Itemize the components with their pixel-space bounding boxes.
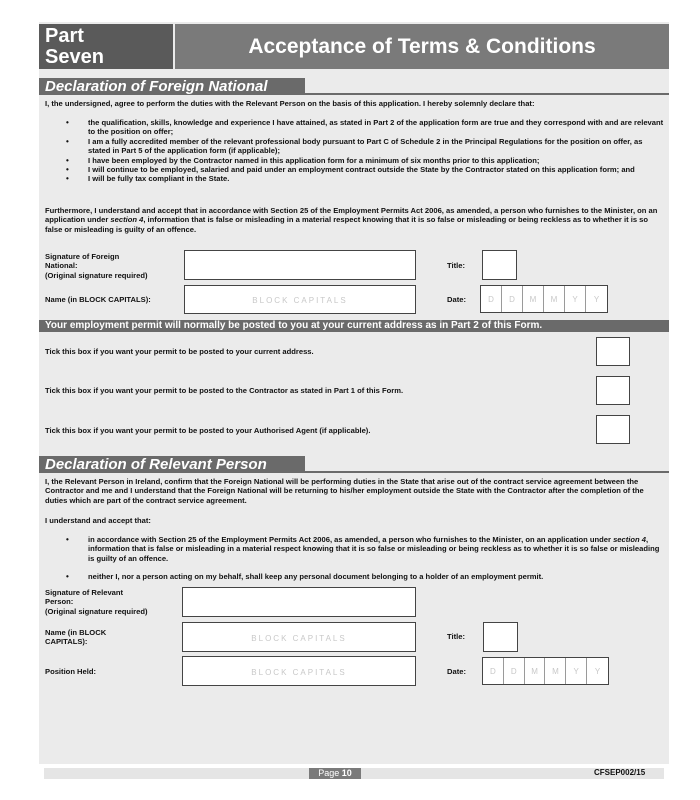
relevant-name-field[interactable] (182, 622, 416, 652)
relevant-title-field[interactable] (483, 622, 518, 652)
part-line-2: Seven (45, 46, 104, 68)
relevant-date-label: Date: (447, 667, 466, 676)
foreign-intro: I, the undersigned, agree to perform the duties with the Relevant Person on the basis of this application. I hereby solemnly declare that: (45, 99, 535, 108)
posting-option-contractor: Tick this box if you want your permit to be posted to the Contractor as stated in Part 1 of this Form. (45, 386, 404, 395)
name-placeholder: BLOCK CAPITALS (251, 634, 347, 643)
foreign-name-field[interactable] (184, 285, 416, 314)
list-item: • the qualification, skills, knowledge and experience I have attained, as stated in Part 2 of the application form are true and they correspond with and are relevant to the position on offer; (66, 118, 666, 137)
page-title: Acceptance of Terms & Conditions (175, 24, 669, 69)
date-cell-day: D (504, 658, 525, 684)
agent-checkbox[interactable] (596, 415, 630, 444)
list-item: • I am a fully accredited member of the relevant professional body pursuant to Part C of Schedule 2 in the Principal Regulations for the position on offer, as stated in Part 5 of the application form (if applicable); (66, 137, 666, 156)
date-cell-month: M (525, 658, 546, 684)
part-label (39, 24, 173, 69)
list-item: • in accordance with Section 25 of the Employment Permits Act 2006, as amended, a person who furnishes to the Minister, on an application under section 4, information that is false or misleading in a material respect knowing that it is so false or misleading or being reckless as to whether it is so false or misleading is guilty of an offence. (66, 535, 666, 563)
posting-option-agent: Tick this box if you want your permit to be posted to your Authorised Agent (if applicable). (45, 426, 371, 435)
date-cell-day: D (483, 658, 504, 684)
date-cell-month: M (545, 658, 566, 684)
relevant-signature-label: Signature of Relevant Person: (Original signature required) (45, 588, 148, 616)
date-cell-month: M (523, 286, 544, 312)
foreign-signature-label: Signature of Foreign National: (Original signature required) (45, 252, 148, 280)
date-cell-year: Y (566, 658, 587, 684)
part-line-1: Part (45, 25, 84, 47)
foreign-date-label: Date: (447, 295, 466, 304)
foreign-title-label: Title: (447, 261, 466, 270)
date-cell-year: Y (594, 666, 601, 676)
page-number: Page 10 (309, 768, 361, 779)
date-cell-year: Y (593, 294, 600, 304)
list-item: • neither I, nor a person acting on my behalf, shall keep any personal document belonging to a holder of an employment permit. (66, 572, 666, 581)
foreign-title-field[interactable] (482, 250, 517, 280)
posting-notice: Your employment permit will normally be posted to you at your current address as in Part 2 of this Form. (39, 320, 669, 332)
relevant-declaration-list (66, 535, 666, 582)
date-cell-month: M (544, 286, 565, 312)
section-divider (305, 471, 669, 473)
list-item: • I will be fully tax compliant in the State. (66, 174, 666, 183)
posting-option-current-address: Tick this box if you want your permit to be posted to your current address. (45, 347, 314, 356)
section-divider (305, 93, 669, 95)
foreign-signature-field[interactable] (184, 250, 416, 280)
date-cell-day: D (502, 286, 523, 312)
name-placeholder: BLOCK CAPITALS (252, 296, 348, 305)
position-held-label: Position Held: (45, 667, 97, 676)
position-placeholder: BLOCK CAPITALS (251, 668, 347, 677)
relevant-signature-field[interactable] (182, 587, 416, 617)
current-address-checkbox[interactable] (596, 337, 630, 366)
date-cell-day: D (481, 286, 502, 312)
contractor-checkbox[interactable] (596, 376, 630, 405)
foreign-furthermore: Furthermore, I understand and accept that in accordance with Section 25 of the Employment Permits Act 2006, as amended, a person who furnishes to the Minister, on an application under section 4, information that is false or misleading in a material respect knowing that it is so false or misleading or being reckless as to whether it is so false or misleading is guilty of an offence. (45, 206, 658, 234)
date-cell-year: Y (565, 286, 586, 312)
form-code: CFSEP002/15 (594, 768, 646, 777)
list-item: • I have been employed by the Contractor named in this application form for a minimum of six months prior to this application; (66, 156, 666, 165)
position-held-field[interactable] (182, 656, 416, 686)
foreign-national-heading: Declaration of Foreign National (39, 78, 305, 95)
relevant-accept-label: I understand and accept that: (45, 516, 151, 525)
foreign-name-label: Name (in BLOCK CAPITALS): (45, 295, 151, 304)
foreign-declaration-list (66, 118, 666, 184)
relevant-intro: I, the Relevant Person in Ireland, confirm that the Foreign National will be performing duties in the State that arise out of the contract service agreement between the Contractor and me and I understand that the Foreign National will be returning to his/her employment outside the State with the Contractor after the completion of the duties which are part of the contract service agreement. (45, 477, 644, 505)
list-item: • I will continue to be employed, salaried and paid under an employment contract outside the State by the Contractor stated on this application form; and (66, 165, 666, 174)
relevant-name-label: Name (in BLOCK CAPITALS): (45, 628, 107, 647)
foreign-date-field[interactable] (480, 285, 608, 313)
relevant-date-field[interactable] (482, 657, 609, 685)
relevant-person-heading: Declaration of Relevant Person (39, 456, 305, 473)
relevant-title-label: Title: (447, 632, 466, 641)
